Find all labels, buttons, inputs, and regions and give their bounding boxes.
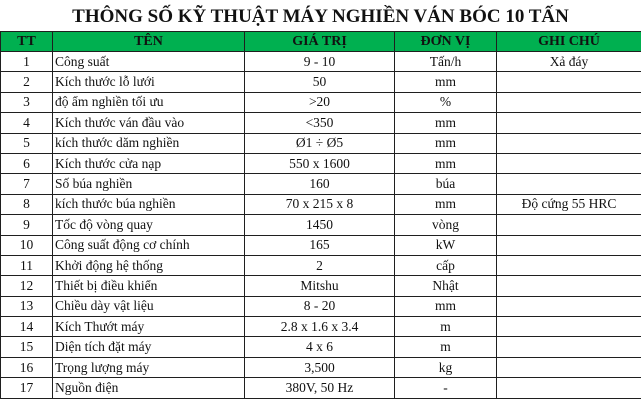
cell-ten: Công suất (53, 52, 245, 72)
cell-gia-tri: 9 - 10 (245, 52, 395, 72)
cell-ten: độ ẩm nghiền tối ưu (53, 92, 245, 112)
cell-ten: Thiết bị điều khiển (53, 276, 245, 296)
cell-gia-tri: 3,500 (245, 357, 395, 377)
table-row (1, 153, 641, 173)
header-gia-tri: GIÁ TRỊ (245, 32, 395, 52)
table-row (1, 72, 641, 92)
cell-tt: 9 (1, 215, 53, 235)
table-row (1, 317, 641, 337)
cell-ghi-chu (497, 317, 641, 337)
cell-tt: 11 (1, 255, 53, 275)
table-row (1, 235, 641, 255)
cell-don-vi: Tấn/h (395, 52, 497, 72)
cell-ghi-chu (497, 113, 641, 133)
cell-ghi-chu (497, 337, 641, 357)
cell-tt: 16 (1, 357, 53, 377)
cell-tt: 1 (1, 52, 53, 72)
table-row (1, 337, 641, 357)
cell-gia-tri: 2.8 x 1.6 x 3.4 (245, 317, 395, 337)
cell-tt: 15 (1, 337, 53, 357)
table-row (1, 52, 641, 72)
cell-don-vi: kg (395, 357, 497, 377)
cell-ghi-chu (497, 92, 641, 112)
table-row (1, 174, 641, 194)
cell-ten: Trọng lượng máy (53, 357, 245, 377)
cell-gia-tri: 380V, 50 Hz (245, 378, 395, 398)
cell-ghi-chu (497, 255, 641, 275)
cell-ten: Kích thước cửa nạp (53, 153, 245, 173)
cell-gia-tri: 550 x 1600 (245, 153, 395, 173)
cell-don-vi: m (395, 317, 497, 337)
cell-gia-tri: 70 x 215 x 8 (245, 194, 395, 214)
cell-tt: 2 (1, 72, 53, 92)
cell-don-vi: m (395, 337, 497, 357)
cell-ghi-chu (497, 174, 641, 194)
cell-don-vi: mm (395, 113, 497, 133)
cell-ghi-chu (497, 357, 641, 377)
cell-gia-tri: >20 (245, 92, 395, 112)
cell-ten: kích thước dăm nghiền (53, 133, 245, 153)
page-title: THÔNG SỐ KỸ THUẬT MÁY NGHIỀN VÁN BÓC 10 TẤN (72, 6, 569, 27)
cell-tt: 7 (1, 174, 53, 194)
table-row (1, 113, 641, 133)
cell-ghi-chu: Xả đáy (497, 52, 641, 72)
table-row (1, 133, 641, 153)
cell-gia-tri: 50 (245, 72, 395, 92)
cell-don-vi: mm (395, 72, 497, 92)
cell-ghi-chu (497, 296, 641, 316)
cell-gia-tri: 8 - 20 (245, 296, 395, 316)
table-row (1, 357, 641, 377)
table-row (1, 378, 641, 398)
table-row (1, 92, 641, 112)
cell-ten: Chiều dày vật liệu (53, 296, 245, 316)
cell-don-vi: búa (395, 174, 497, 194)
cell-don-vi: vòng (395, 215, 497, 235)
cell-gia-tri: 1450 (245, 215, 395, 235)
cell-don-vi: mm (395, 153, 497, 173)
cell-don-vi: % (395, 92, 497, 112)
cell-ghi-chu (497, 378, 641, 398)
cell-ghi-chu (497, 215, 641, 235)
cell-gia-tri: Mitshu (245, 276, 395, 296)
header-ghi-chu: GHI CHÚ (497, 32, 641, 52)
cell-ten: Diện tích đặt máy (53, 337, 245, 357)
cell-don-vi: mm (395, 133, 497, 153)
cell-ten: Kích Thướt máy (53, 317, 245, 337)
cell-don-vi: mm (395, 194, 497, 214)
table-row (1, 194, 641, 214)
header-row (1, 32, 641, 52)
cell-ghi-chu: Độ cứng 55 HRC (497, 194, 641, 214)
cell-gia-tri: 2 (245, 255, 395, 275)
cell-gia-tri: 165 (245, 235, 395, 255)
cell-tt: 12 (1, 276, 53, 296)
cell-ten: Nguồn điện (53, 378, 245, 398)
cell-ten: Kích thước lỗ lưới (53, 72, 245, 92)
header-don-vi: ĐƠN VỊ (395, 32, 497, 52)
cell-ghi-chu (497, 276, 641, 296)
cell-tt: 3 (1, 92, 53, 112)
cell-tt: 13 (1, 296, 53, 316)
cell-ten: Công suất động cơ chính (53, 235, 245, 255)
cell-don-vi: cấp (395, 255, 497, 275)
cell-tt: 5 (1, 133, 53, 153)
spec-table (0, 31, 641, 399)
cell-don-vi: kW (395, 235, 497, 255)
cell-gia-tri: <350 (245, 113, 395, 133)
cell-ghi-chu (497, 133, 641, 153)
header-tt: TT (1, 32, 53, 52)
cell-ghi-chu (497, 235, 641, 255)
cell-ghi-chu (497, 72, 641, 92)
cell-tt: 10 (1, 235, 53, 255)
table-row (1, 276, 641, 296)
table-row (1, 215, 641, 235)
cell-don-vi: mm (395, 296, 497, 316)
cell-tt: 14 (1, 317, 53, 337)
cell-ten: Kích thước ván đầu vào (53, 113, 245, 133)
cell-ghi-chu (497, 153, 641, 173)
table-body (1, 52, 641, 399)
cell-tt: 6 (1, 153, 53, 173)
table-row (1, 255, 641, 275)
cell-don-vi: - (395, 378, 497, 398)
cell-tt: 4 (1, 113, 53, 133)
cell-gia-tri: 4 x 6 (245, 337, 395, 357)
cell-gia-tri: Ø1 ÷ Ø5 (245, 133, 395, 153)
cell-don-vi: Nhật (395, 276, 497, 296)
header-ten: TÊN (53, 32, 245, 52)
cell-tt: 8 (1, 194, 53, 214)
table-row (1, 296, 641, 316)
cell-gia-tri: 160 (245, 174, 395, 194)
cell-ten: kích thước búa nghiền (53, 194, 245, 214)
cell-ten: Số búa nghiền (53, 174, 245, 194)
cell-tt: 17 (1, 378, 53, 398)
cell-ten: Tốc độ vòng quay (53, 215, 245, 235)
cell-ten: Khởi động hệ thống (53, 255, 245, 275)
